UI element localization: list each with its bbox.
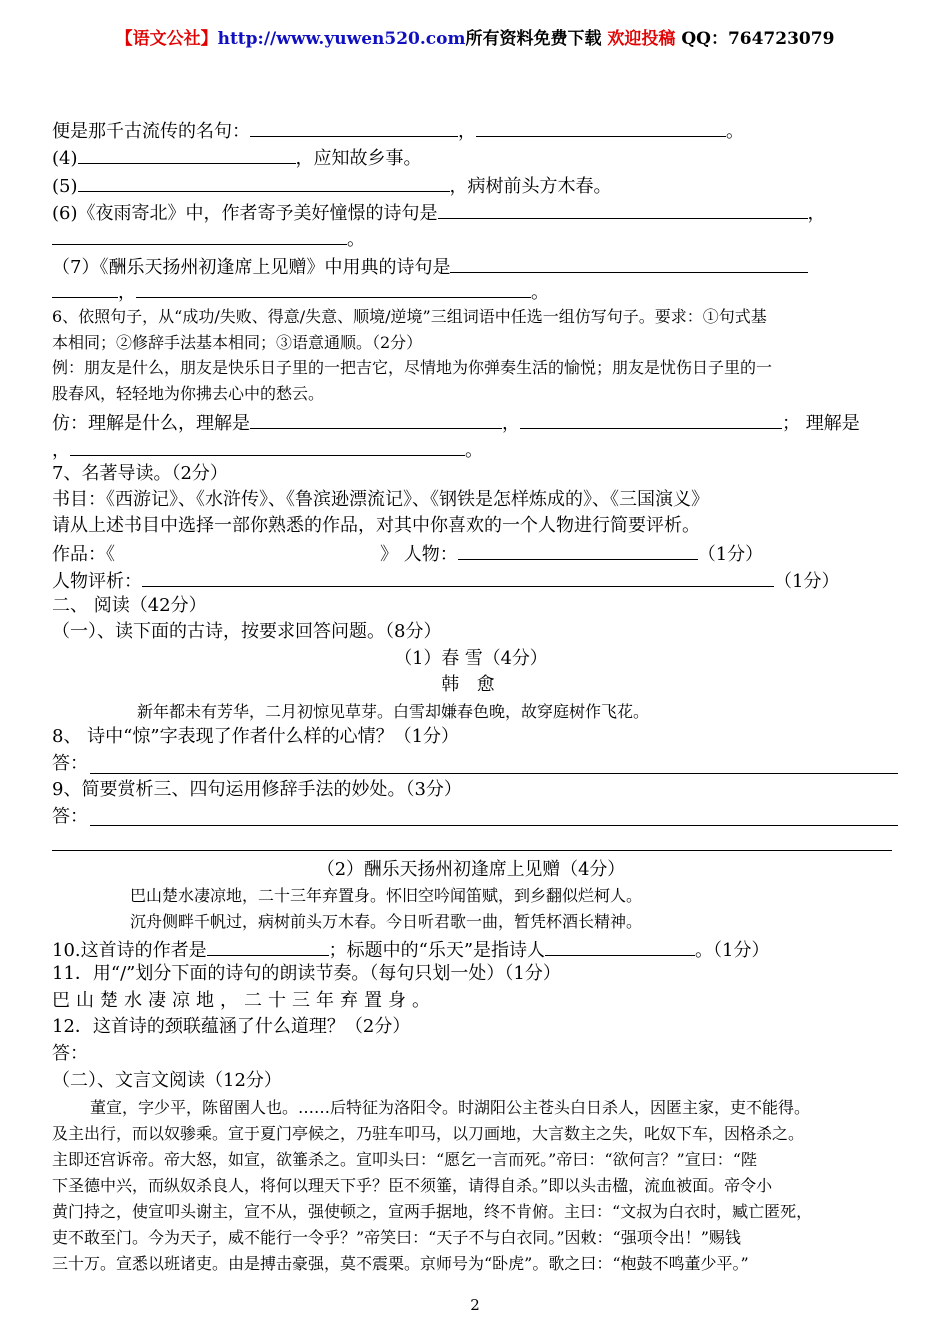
example-line-2: 股春风，轻轻地为你拂去心中的愁云。 bbox=[52, 384, 325, 403]
poem-1-title: （1）春 雪（4分） bbox=[394, 648, 548, 669]
classical-text-line: 董宣，字少平，陈留圉人也。……后特征为洛阳令。时湖阳公主苍头白日杀人，因匿主家，吏不能得。 bbox=[90, 1098, 811, 1117]
answer-12: 答： bbox=[52, 1043, 88, 1064]
answer-9-line-2[interactable] bbox=[52, 850, 892, 851]
classical-text-line: 主即还宫诉帝。帝大怒，如宣，欲箠杀之。宣叩头曰：“愿乞一言而死。”帝曰：“欲何言？”宣曰：“陛 bbox=[52, 1150, 757, 1169]
imitation-line: 仿：理解是什么，理解是 ， ； 理解是 bbox=[52, 408, 860, 437]
question-7-instruction: 请从上述书目中选择一部你熟悉的作品，对其中你喜欢的一个人物进行简要评析。 bbox=[52, 515, 700, 536]
fill-line-7b: ， 。 bbox=[52, 277, 549, 306]
fill-line-1: 便是那千古流传的名句： ， 。 bbox=[52, 116, 744, 145]
answer-blank[interactable] bbox=[250, 408, 502, 429]
brand: 【语文公社】 bbox=[115, 29, 218, 49]
answer-blank[interactable] bbox=[52, 224, 347, 245]
classical-text-line: 吏不敢至门。今为天子，威不能行一令乎？”帝笑曰：“天子不与白衣同。”因敕：“强项令出！”赐钱 bbox=[52, 1228, 741, 1247]
answer-8: 答： bbox=[52, 753, 88, 774]
answer-blank[interactable] bbox=[250, 116, 458, 137]
answer-blank[interactable] bbox=[545, 935, 695, 956]
answer-blank[interactable] bbox=[70, 435, 465, 456]
example-line-1: 例：朋友是什么，朋友是快乐日子里的一把吉它，尽情地为你弹奏生活的愉悦；朋友是忧伤日子里的一 bbox=[52, 358, 773, 377]
answer-blank[interactable] bbox=[52, 277, 118, 298]
invite-text: 欢迎投稿 bbox=[607, 29, 676, 49]
free-download-text: 所有资料免费下载 bbox=[465, 29, 602, 49]
fill-line-6b: 。 bbox=[52, 224, 365, 253]
poem-2-line-1: 巴山楚水凄凉地，二十三年弃置身。怀旧空吟闻笛赋，到乡翻似烂柯人。 bbox=[130, 886, 643, 905]
question-11: 11．用“/”划分下面的诗句的朗读节奏。（每句只划一处）（1分） bbox=[52, 963, 561, 984]
imitation-line-2: ， 。 bbox=[52, 435, 483, 464]
classical-text-line: 三十万。宣悉以班诸吏。由是搏击豪强，莫不震栗。京师号为“卧虎”。歌之曰：“枹鼓不鸣董少平。” bbox=[52, 1254, 749, 1273]
answer-9: 答： bbox=[52, 806, 88, 827]
rhythm-text: 巴山楚水凄凉地，二十三年弃置身。 bbox=[52, 990, 436, 1011]
fill-line-4: (4) ，应知故乡事。 bbox=[52, 143, 422, 172]
question-12: 12．这首诗的颈联蕴涵了什么道理？（2分） bbox=[52, 1016, 411, 1037]
answer-blank[interactable] bbox=[476, 116, 726, 137]
page-number: 2 bbox=[470, 1296, 480, 1314]
answer-blank[interactable] bbox=[438, 198, 808, 219]
fill-line-6: (6)《夜雨寄北》中，作者寄予美好憧憬的诗句是 ， bbox=[52, 198, 826, 227]
character-review-line: 人物评析： （1分） bbox=[52, 566, 839, 595]
qq-number: QQ：764723079 bbox=[681, 29, 835, 49]
site-link[interactable]: http://www.yuwen520.com bbox=[217, 29, 466, 49]
question-10: 10.这首诗的作者是 ；标题中的“乐天”是指诗人 。（1分） bbox=[52, 935, 770, 964]
classical-text-line: 及主出行，而以奴骖乘。宣于夏门亭候之，乃驻车叩马，以刀画地，大言数主之失，叱奴下车，因格杀之。 bbox=[52, 1124, 805, 1143]
page-header bbox=[0, 24, 950, 49]
question-6: 6、依照句子，从“成功/失败、得意/失意、顺境/逆境”三组词语中任选一组仿写句子。要求：①句式基 bbox=[52, 307, 767, 326]
poem-2-line-2: 沉舟侧畔千帆过，病树前头万木春。今日听君歌一曲，暂凭杯酒长精神。 bbox=[130, 912, 643, 931]
book-list: 书目：《西游记》、《水浒传》、《鲁滨逊漂流记》、《钢铁是怎样炼成的》、《三国演义》 bbox=[52, 489, 709, 510]
answer-blank[interactable] bbox=[136, 277, 531, 298]
question-8: 8、 诗中“惊”字表现了作者什么样的心情？（1分） bbox=[52, 726, 460, 747]
question-7: 7、名著导读。（2分） bbox=[52, 463, 228, 484]
section-2-1-heading: （一）、读下面的古诗，按要求回答问题。（8分） bbox=[52, 621, 442, 642]
answer-blank[interactable] bbox=[142, 566, 774, 587]
section-2-2-heading: （二）、文言文阅读（12分） bbox=[52, 1070, 282, 1091]
answer-9-line[interactable] bbox=[90, 825, 898, 826]
answer-8-line[interactable] bbox=[90, 773, 898, 774]
answer-blank[interactable] bbox=[78, 171, 450, 192]
answer-blank[interactable] bbox=[520, 408, 782, 429]
classical-text-line: 下圣德中兴，而纵奴杀良人，将何以理天下乎？臣不须箠，请得自杀。”即以头击楹，流血被面。帝令小 bbox=[52, 1176, 773, 1195]
question-9: 9、简要赏析三、四句运用修辞手法的妙处。（3分） bbox=[52, 779, 462, 800]
work-character-line: 作品：《 》 人物： （1分） bbox=[52, 539, 763, 568]
answer-blank[interactable] bbox=[207, 935, 329, 956]
question-6-req: 本相同；②修辞手法基本相同；③语意通顺。（2分） bbox=[52, 333, 423, 352]
answer-blank[interactable] bbox=[458, 539, 698, 560]
classical-text-line: 黄门持之，使宣叩头谢主，宣不从，强使顿之，宣两手据地，终不肯俯。主曰：“文叔为白衣时，臧亡匿死， bbox=[52, 1202, 813, 1221]
section-2-heading: 二、 阅读（42分） bbox=[52, 595, 207, 616]
fill-line-5: (5) ，病树前头方木春。 bbox=[52, 171, 612, 200]
poem-2-title: （2）酬乐天扬州初逢席上见赠（4分） bbox=[316, 859, 626, 880]
answer-blank[interactable] bbox=[450, 252, 808, 273]
poem-1-text: 新年都未有芳华，二月初惊见草芽。白雪却嫌春色晚，故穿庭树作飞花。 bbox=[137, 702, 650, 721]
poem-1-author: 韩 愈 bbox=[441, 674, 501, 695]
fill-line-7: （7）《酬乐天扬州初逢席上见赠》中用典的诗句是 bbox=[52, 252, 808, 281]
answer-blank[interactable] bbox=[78, 143, 296, 164]
